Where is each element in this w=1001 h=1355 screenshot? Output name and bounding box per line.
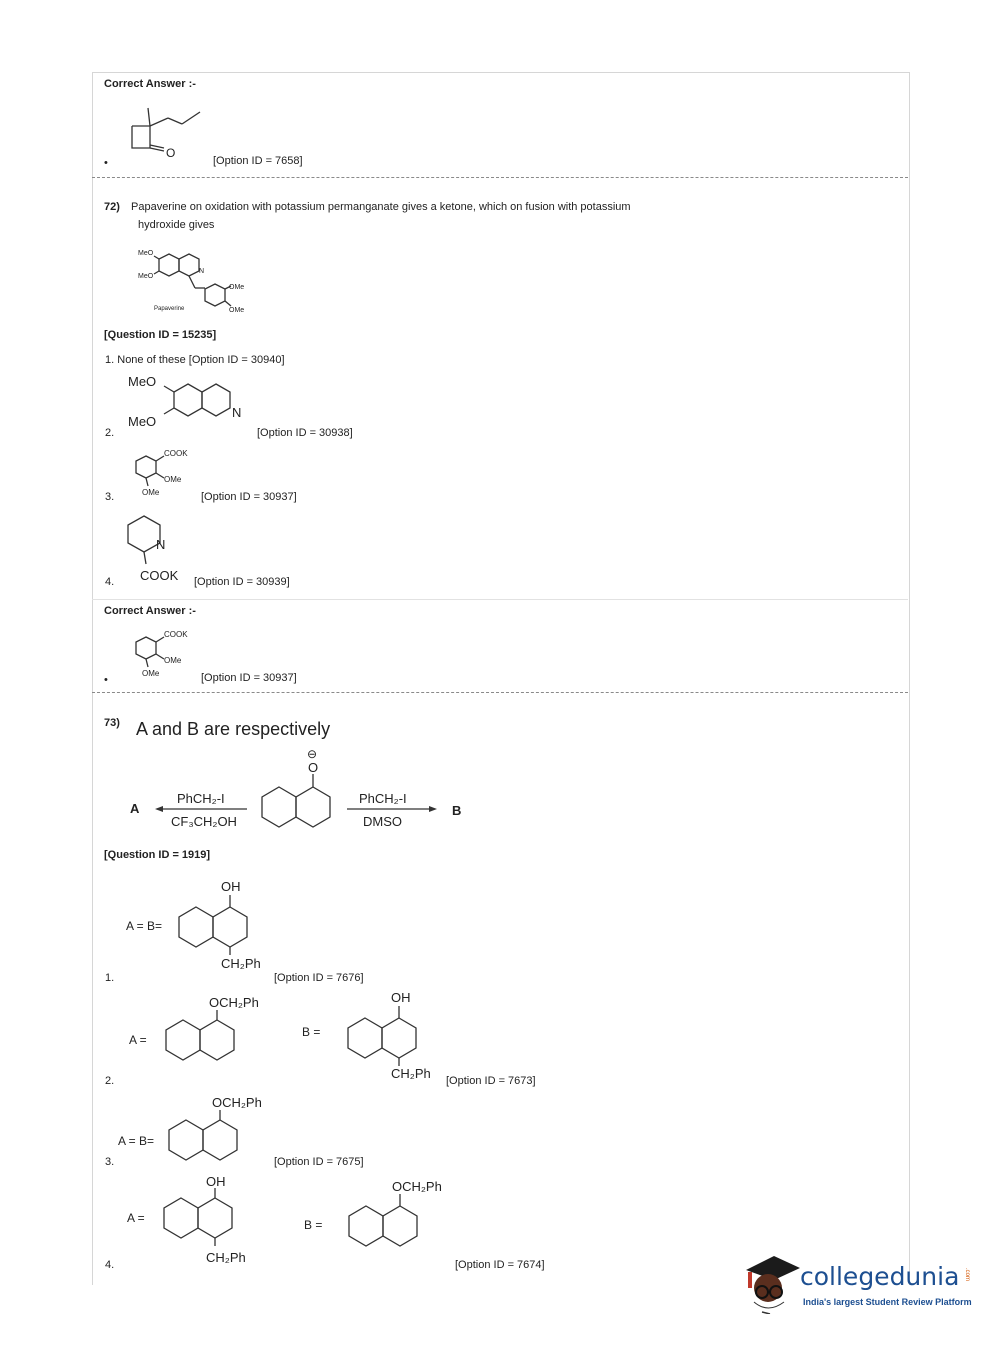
q73-option-1-num: 1.: [105, 972, 115, 984]
svg-text:OCH₂Ph: OCH₂Ph: [212, 1095, 262, 1110]
q71-bullet: •: [104, 157, 108, 169]
svg-text:OH: OH: [391, 990, 411, 1005]
svg-text:B =: B =: [304, 1218, 323, 1232]
svg-text:OCH₂Ph: OCH₂Ph: [209, 995, 259, 1010]
svg-text:MeO: MeO: [138, 273, 154, 280]
q72-number: 72): [104, 201, 120, 213]
svg-text:OH: OH: [221, 879, 241, 894]
q73-number: 73): [104, 717, 120, 729]
svg-text:N: N: [156, 537, 166, 552]
svg-text:Papaverine: Papaverine: [154, 306, 185, 312]
svg-text:B =: B =: [302, 1025, 321, 1039]
svg-text:A =: A =: [129, 1033, 147, 1047]
q73-option-1-structure: [120, 875, 280, 973]
q73-option-4-structure: [120, 1172, 450, 1266]
logo-tagline: India's largest Student Review Platform: [803, 1297, 972, 1307]
q72-text-line2: hydroxide gives: [138, 219, 215, 231]
svg-text:DMSO: DMSO: [363, 814, 402, 829]
svg-text:MeO: MeO: [128, 414, 157, 429]
q72-option-3-structure: [128, 444, 198, 498]
logo-wordmark: collegedunia: [800, 1262, 960, 1291]
svg-text:MeO: MeO: [128, 374, 157, 389]
svg-text:OCH₂Ph: OCH₂Ph: [392, 1179, 442, 1194]
q72-option-3-id: [Option ID = 30937]: [201, 491, 297, 503]
q71-cyclobutanone-structure: [120, 98, 215, 164]
q71-correct-label: Correct Answer :-: [104, 78, 196, 90]
q72-correct-bullet: •: [104, 674, 108, 686]
divider: [92, 692, 908, 693]
q73-option-2-id: [Option ID = 7673]: [446, 1075, 536, 1087]
q71-option-id: [Option ID = 7658]: [213, 155, 303, 167]
svg-text:PhCH₂-I: PhCH₂-I: [177, 791, 225, 806]
svg-text:A = B=: A = B=: [118, 1134, 155, 1148]
q72-question-id: [Question ID = 15235]: [104, 329, 217, 341]
svg-text:A = B=: A = B=: [126, 919, 163, 933]
svg-text:COOK: COOK: [164, 449, 188, 458]
svg-text:CH₂Ph: CH₂Ph: [206, 1250, 246, 1265]
q73-option-2-num: 2.: [105, 1075, 115, 1087]
q72-option-2-num: 2.: [105, 427, 115, 439]
q73-text: A and B are respectively: [136, 719, 331, 739]
q72-correct-structure: [128, 625, 198, 679]
svg-text:OMe: OMe: [229, 307, 245, 314]
svg-text:CH₂Ph: CH₂Ph: [391, 1066, 431, 1081]
divider: [92, 177, 908, 178]
svg-text:OMe: OMe: [142, 488, 160, 497]
logo-dotcom: .com: [964, 1268, 970, 1282]
svg-text:OH: OH: [206, 1174, 226, 1189]
q73-option-4-id: [Option ID = 7674]: [455, 1259, 545, 1271]
q71-o-label: O: [166, 146, 176, 160]
svg-text:⊖: ⊖: [307, 747, 318, 761]
svg-text:OMe: OMe: [164, 475, 182, 484]
svg-text:COOK: COOK: [164, 630, 188, 639]
svg-text:CH₂Ph: CH₂Ph: [221, 956, 261, 971]
q73-option-1-id: [Option ID = 7676]: [274, 972, 364, 984]
svg-text:B: B: [452, 803, 462, 818]
svg-text:MeO: MeO: [138, 250, 154, 257]
divider: [92, 599, 908, 600]
svg-text:A =: A =: [127, 1211, 145, 1225]
q72-option-4-pyridine-structure: [124, 510, 194, 585]
q72-option-4-num: 4.: [105, 576, 115, 588]
q72-option-4-id: [Option ID = 30939]: [194, 576, 290, 588]
q72-papaverine-structure: [135, 244, 265, 316]
svg-text:CF₃CH₂OH: CF₃CH₂OH: [171, 814, 237, 829]
svg-text:OMe: OMe: [229, 284, 245, 291]
q72-correct-label: Correct Answer :-: [104, 605, 196, 617]
svg-text:COOK: COOK: [140, 568, 179, 583]
svg-text:N: N: [199, 268, 205, 275]
q73-option-3-id: [Option ID = 7675]: [274, 1156, 364, 1168]
q72-correct-option-id: [Option ID = 30937]: [201, 672, 297, 684]
svg-text:PhCH₂-I: PhCH₂-I: [359, 791, 407, 806]
graduate-mascot-icon: [740, 1250, 802, 1314]
q73-option-3-structure: [115, 1092, 275, 1162]
q73-question-id: [Question ID = 1919]: [104, 849, 211, 861]
collegedunia-logo[interactable]: [740, 1250, 980, 1320]
q73-reaction-scheme: [125, 742, 470, 837]
q72-option-1: 1. None of these [Option ID = 30940]: [105, 354, 285, 366]
q73-option-3-num: 3.: [105, 1156, 115, 1168]
q72-option-3-num: 3.: [105, 491, 115, 503]
svg-text:OMe: OMe: [142, 669, 160, 678]
q72-text-line1: Papaverine on oxidation with potassium permanganate gives a ketone, which on fusion with potassium: [131, 201, 631, 213]
svg-text:A: A: [130, 801, 140, 816]
svg-text:O: O: [308, 760, 319, 775]
svg-text:OMe: OMe: [164, 656, 182, 665]
q73-option-2-structure: [125, 990, 445, 1082]
q72-option-2-structure: [126, 372, 256, 432]
q73-option-4-num: 4.: [105, 1259, 115, 1271]
q72-option-2-id: [Option ID = 30938]: [257, 427, 353, 439]
svg-text:N: N: [232, 405, 242, 420]
